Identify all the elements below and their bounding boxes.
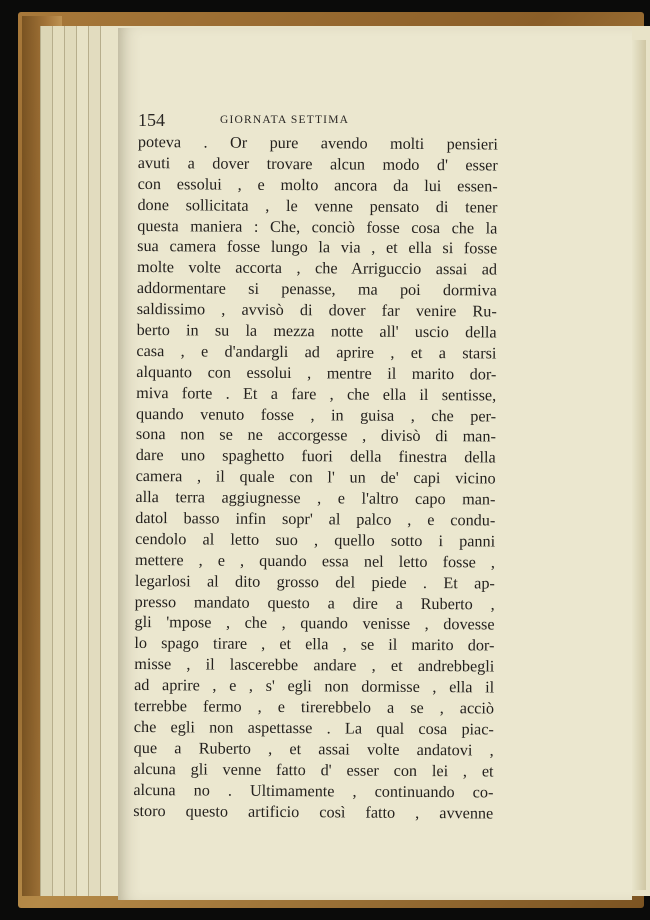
body-text xyxy=(133,132,498,824)
text-line: alla terra aggiugnesse , e l'altro capo man- xyxy=(135,488,496,509)
text-line: addormentare si penasse, ma poi dormiva xyxy=(136,279,497,300)
text-line: saldissimo , avvisò di dover far venire Ru- xyxy=(136,300,497,321)
page-number: 154 xyxy=(138,110,165,130)
running-head: GIORNATA SETTIMA xyxy=(220,114,350,126)
text-line: sona non se ne accorgesse , divisò di man- xyxy=(135,425,496,446)
text-line: presso mandato questo a dire a Ruberto , xyxy=(134,592,495,614)
text-line: legarlosi al dito grosso del piede . Et ap- xyxy=(134,571,495,593)
text-line: sua camera fosse lungo la via , et ella si fosse xyxy=(137,237,498,258)
text-line: miva forte . Et a fare , che ella il sentisse, xyxy=(136,383,497,405)
text-line: datol basso infin sopr' al palco , e condu- xyxy=(135,509,496,530)
page-header xyxy=(138,110,488,134)
text-line: alcuna no . Ultimamente , continuando co- xyxy=(133,780,494,802)
text-line: misse , il lascerebbe andare , et andrebbegli xyxy=(134,655,495,676)
text-line: alquanto con essolui , mentre il marito dor- xyxy=(136,362,497,384)
text-line: camera , il quale con l' un de' capi vicino xyxy=(135,467,496,488)
text-line: quando venuto fosse , in guisa , che per- xyxy=(135,404,497,426)
text-line: berto in su la mezza notte all' uscio della xyxy=(136,321,497,342)
text-line: terrebbe fermo , e tirerebbelo a se , acciò xyxy=(133,697,495,718)
text-line: done sollicitata , le venne pensato di tener xyxy=(137,195,498,217)
text-line: poteva . Or pure avendo molti pensieri xyxy=(137,132,498,154)
text-line: gli 'mpose , che , quando venisse , dovesse xyxy=(134,613,495,634)
text-line: che egli non aspettasse . La qual cosa piac- xyxy=(133,717,494,739)
text-line: mettere , e , quando essa nel letto fosse , xyxy=(134,550,496,572)
text-line: dare uno spaghetto fuori della finestra della xyxy=(135,446,496,467)
text-line: alcuna gli venne fatto d' esser con lei , et xyxy=(133,759,494,781)
right-page-edge xyxy=(632,40,646,890)
text-line: cendolo al letto suo , quello sotto i panni xyxy=(135,529,496,551)
text-line: que a Ruberto , et assai volte andatovi , xyxy=(133,738,494,760)
text-line: storo questo artificio così fatto , avvenne xyxy=(133,801,494,822)
text-line: molte volte accorta , che Arriguccio assai ad xyxy=(136,258,498,279)
text-line: questa maniera : Che, conciò fosse cosa che la xyxy=(137,216,498,238)
text-line: ad aprire , e , s' egli non dormisse , ella il xyxy=(134,676,495,697)
text-line: casa , e d'andargli ad aprire , et a starsi xyxy=(136,341,497,363)
text-line: lo spago tirare , et ella , se il marito dor- xyxy=(134,634,495,655)
text-line: avuti a dover trovare alcun modo d' esser xyxy=(137,153,498,175)
text-line: con essolui , e molto ancora da lui essen- xyxy=(137,174,498,196)
